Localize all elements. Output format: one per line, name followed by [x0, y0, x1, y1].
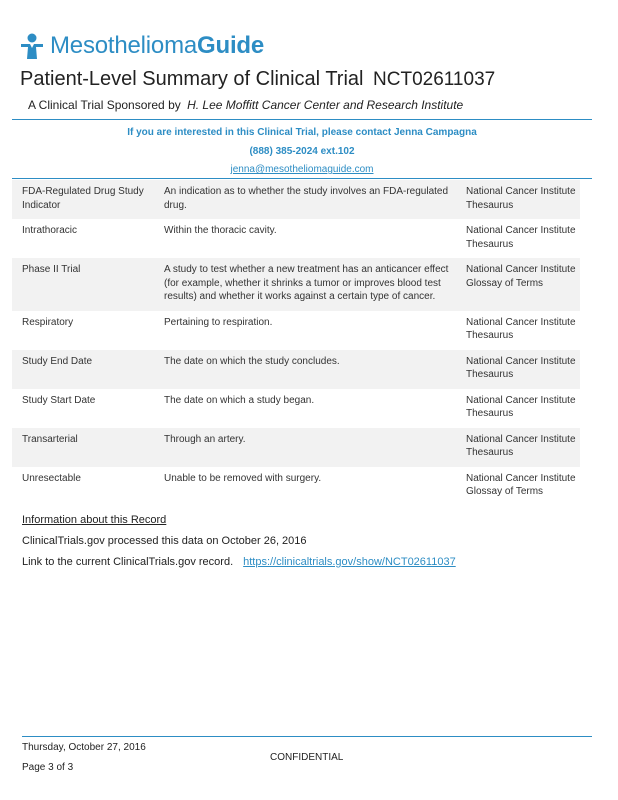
source-cell: National Cancer Institute Glossay of Terms [466, 472, 576, 497]
record-link-label: Link to the current ClinicalTrials.gov record. [22, 556, 234, 568]
source-cell: National Cancer Institute Thesaurus [466, 316, 576, 341]
definition-cell: A study to test whether a new treatment has an anticancer effect (for example, whether it shrinks a tumor or improves blood test results) and whether it works against a certain type of cancer. [154, 258, 456, 311]
term-cell: Respiratory [22, 316, 74, 328]
footer-divider [22, 736, 592, 737]
logo-text [50, 32, 264, 60]
record-info-heading: Information about this Record [22, 514, 167, 526]
source-cell: National Cancer Institute Thesaurus [456, 350, 580, 389]
sponsor-line [28, 98, 463, 112]
page-number: Page 3 of 3 [22, 762, 74, 773]
definition-cell: An indication as to whether the study involves an FDA-regulated drug. [154, 180, 456, 219]
page-title [20, 68, 495, 91]
table-row [12, 350, 580, 389]
table-row [12, 180, 580, 219]
source-cell: National Cancer Institute Thesaurus [466, 394, 576, 419]
source-cell: National Cancer Institute Thesaurus [466, 225, 576, 250]
contact-message: If you are interested in this Clinical Trial, please contact Jenna Campagna [127, 127, 477, 138]
table-row [12, 428, 580, 467]
table-row [12, 258, 580, 311]
contact-phone: (888) 385-2024 ext.102 [249, 146, 355, 157]
person-book-icon [18, 32, 46, 60]
sponsor-name: H. Lee Moffitt Cancer Center and Research Institute [187, 98, 464, 112]
term-cell: Study Start Date [22, 394, 96, 406]
mesothelioma-guide-logo [18, 28, 264, 64]
trial-id: NCT02611037 [373, 69, 496, 90]
terms-table [12, 180, 580, 506]
definition-cell: Through an artery. [154, 428, 456, 467]
source-cell: National Cancer Institute Glossay of Terms [456, 258, 580, 311]
processed-date-text: ClinicalTrials.gov processed this data on October 26, 2016 [22, 535, 307, 547]
term-cell: Study End Date [12, 350, 154, 389]
source-cell: National Cancer Institute Thesaurus [456, 180, 580, 219]
term-cell: Intrathoracic [22, 225, 78, 236]
contact-email-link[interactable]: jenna@mesotheliomaguide.com [230, 164, 374, 175]
source-cell: National Cancer Institute Thesaurus [456, 428, 580, 467]
definition-cell: The date on which a study began. [164, 394, 315, 406]
term-cell: Transarterial [12, 428, 154, 467]
table-row [12, 311, 580, 350]
record-link-line [22, 556, 456, 568]
table-row [12, 219, 580, 258]
table-row [12, 467, 580, 506]
confidential-label: CONFIDENTIAL [270, 752, 344, 763]
term-cell: Unresectable [22, 472, 81, 484]
definition-cell: The date on which the study concludes. [154, 350, 456, 389]
term-cell: FDA-Regulated Drug Study Indicator [12, 180, 154, 219]
sponsor-prefix: A Clinical Trial Sponsored by [28, 98, 181, 112]
definition-cell: Unable to be removed with surgery. [164, 472, 322, 484]
table-row [12, 389, 580, 428]
logo-text-part1: Mesothelioma [50, 32, 198, 59]
title-main: Patient-Level Summary of Clinical Trial [20, 68, 364, 90]
contact-box [12, 119, 592, 179]
logo-text-part2: Guide [197, 32, 265, 59]
clinicaltrials-link[interactable]: https://clinicaltrials.gov/show/NCT02611037 [243, 556, 456, 568]
footer-date: Thursday, October 27, 2016 [22, 742, 146, 753]
definition-cell: Pertaining to respiration. [164, 316, 273, 328]
definition-cell: Within the thoracic cavity. [164, 225, 277, 236]
term-cell: Phase II Trial [12, 258, 154, 311]
